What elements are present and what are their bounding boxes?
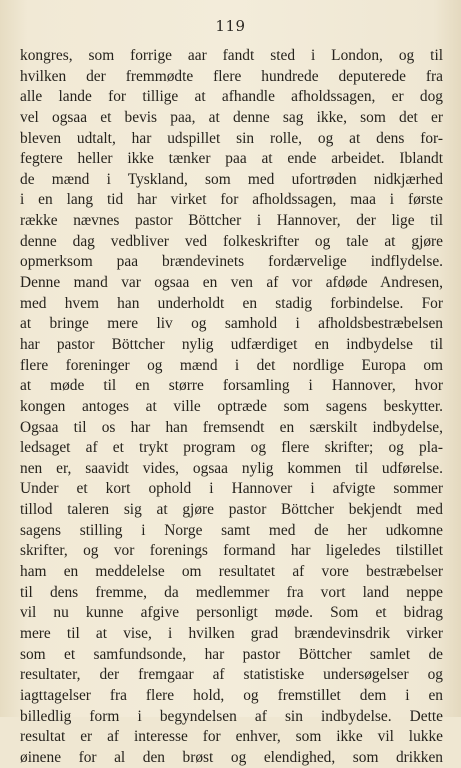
text-line: iagttagelser fra flere hold, og fremstillet dem i en (20, 686, 443, 704)
text-line: de mænd i Tyskland, som med ufortrøden nidkjærhed (20, 170, 443, 188)
body-text (20, 46, 443, 768)
text-line: resultat er af interesse for enhver, som ikke vil lukke (20, 728, 443, 746)
text-line: at møde til en større forsamling i Hannover, hvor (20, 377, 443, 395)
text-line: nen er, saavidt vides, ogsaa nylig kommen til udførelse. (20, 459, 443, 477)
text-line: skrifter, og vor forenings formand har ligeledes tilstillet (20, 542, 443, 560)
text-line: denne dag vedbliver ved folkeskrifter og tale at gjøre (20, 232, 443, 250)
text-line: vil nu kunne afgive personligt møde. Som et bidrag (20, 604, 443, 622)
text-line: Under et kort ophold i Hannover i afvigte sommer (20, 480, 443, 498)
text-line: med hvem han underholdt en stadig forbindelse. For (20, 294, 443, 312)
text-line: resultater, der fremgaar af statistiske undersøgelser og (20, 666, 443, 684)
text-line: flere foreninger og mænd i det nordlige Europa om (20, 356, 443, 374)
text-line: kongres, som forrige aar fandt sted i London, og til (20, 47, 443, 64)
text-line: har pastor Böttcher nylig udfærdiget en indbydelse til (20, 335, 443, 353)
text-line: i en lang tid har virket for afholdssagen, maa i første (20, 191, 443, 209)
text-line: øinene for al den brøst og elendighed, som drikken (20, 748, 443, 766)
text-line: Ogsaa til os har han fremsendt en særskilt indbydelse, (20, 418, 443, 436)
text-line: mere til at vise, i hvilken grad brændevinsdrik virker (20, 624, 443, 642)
text-line: vel ogsaa et bevis paa, at denne sag ikke, som det er (20, 108, 443, 126)
text-line: sagens stilling i Norge samt med de her udkomne (20, 521, 443, 539)
page-number: 119 (215, 17, 246, 35)
text-line: tillod taleren sig at gjøre pastor Böttcher bekjendt med (20, 501, 443, 519)
text-line: billedlig form i begyndelsen af sin indbydelse. Dette (20, 707, 443, 725)
text-line: alle lande for tillige at afhandle afholdssagen, er dog (20, 88, 443, 106)
text-line: Denne mand var ogsaa en ven af vor afdøde Andresen, (20, 274, 443, 292)
text-line: kongen antoges at ville optræde som sagens beskytter. (20, 397, 443, 415)
text-line: hvilken der fremmødte flere hundrede deputerede fra (20, 67, 443, 85)
text-line: som et samfundsonde, har pastor Böttcher samlet de (20, 645, 443, 663)
text-line: bleven udtalt, har udspillet sin rolle, og at dens for- (20, 129, 443, 147)
text-line: fegtere heller ikke tænker paa at ende arbeidet. Iblandt (20, 150, 443, 168)
text-line: til dens fremme, da medlemmer fra vort land neppe (20, 583, 443, 601)
text-line: ham en meddelelse om resultatet af vore bestræbelser (20, 563, 443, 581)
text-line: række nævnes pastor Böttcher i Hannover, der lige til (20, 212, 443, 230)
text-line: at bringe mere liv og samhold i afholdsbestræbelsen (20, 315, 443, 333)
text-line: ledsaget af et trykt program og flere skrifter; og pla- (20, 439, 443, 457)
text-line: opmerksom paa brændevinets fordærvelige indflydelse. (20, 253, 443, 271)
